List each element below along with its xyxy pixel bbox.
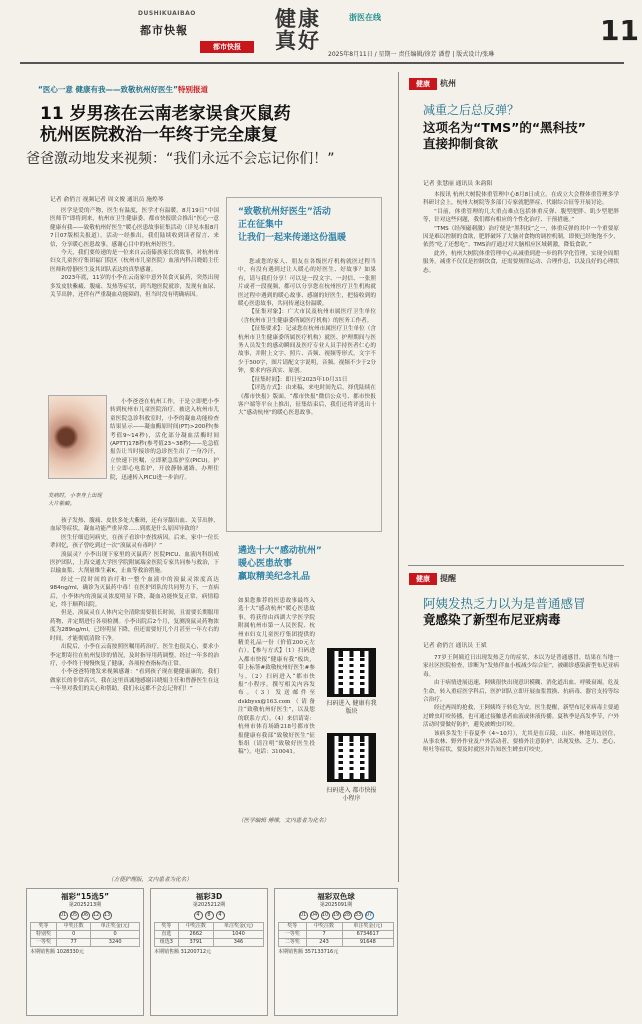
section-title: 健康真好 <box>275 7 321 53</box>
prize-title-line: 遴选十大“感动杭州” <box>238 546 322 556</box>
lottery-issue: 第2025091期 <box>319 902 353 908</box>
lottery-name: 福彩“15选5” <box>60 892 109 901</box>
paragraph: 但是，溴鼠灵在人体内完全清除需要很长时间，且需要长期服用药物，并定期进行各项检测。小李出院后2个月，复测溴鼠灵药物浓度为289ng/ml，已经明显下降，但还需要好几个月甚至一年左右的时间，才能彻底清除干净。 <box>50 610 219 642</box>
table-cell: 0 <box>57 931 91 939</box>
tag-text: 提醒 <box>440 574 456 583</box>
table-cell: 中奖注数 <box>178 923 213 931</box>
qr-code[interactable] <box>327 733 376 782</box>
table-cell: 0 <box>91 931 140 939</box>
paragraph: 出院后，小李在云南按照医嘱用药治疗，医生也很关心，要求小李定期寄往在杭州复诊的情况，及时指导用药调整。经过一年多的治疗，小李终于慢慢恢复了健康，各项检查指标均正常。 <box>50 644 219 667</box>
virus-byline: 记者 俞俏言 通讯员 王斌 <box>423 643 487 649</box>
paragraph: 经过一段时间的治疗和一整个血液中的溴鼠灵浓度高达984ng/ml，确诊为灭鼠药中毒！在医护团队的共同努力下，一直病后，小李体内的溴鼠灵浓度明显下降，凝血功能恢复正常，病情稳定，终于顺利出院。 <box>50 576 219 609</box>
table-cell: 3791 <box>178 939 213 947</box>
tms-headline-2: 直接抑制食欲 <box>423 136 499 151</box>
paragraph: “目前，体重管理的几大重点难点包括体重反弹、腹型肥胖、肌少型肥胖等，针对这些问题，我们都有相应的个性化治疗、干预措施。” <box>423 208 619 224</box>
section-tag <box>409 573 471 585</box>
lottery-ball: 10 <box>321 912 329 918</box>
paragraph: 小李爸爸特地发来视频感谢：“看到孩子现在健健康康的，我们做家长的非常高兴，我在这里真诚地感谢吕晓娟主任和曾静医生在这一年里对我们的关心和帮助，我们永远都不会忘记你们！” <box>50 669 219 693</box>
campaign-title-line: 让我们一起来传递这份温暖 <box>238 233 347 243</box>
table-cell: 单注奖金(元) <box>342 923 393 931</box>
lottery-panel <box>274 888 398 1016</box>
table-row <box>279 939 394 947</box>
table-cell: 346 <box>213 939 263 947</box>
table-row <box>31 931 140 939</box>
lottery-ball: 04 <box>310 912 318 918</box>
table-row <box>279 931 394 939</box>
main-body-wrap <box>110 398 219 516</box>
lottery-table <box>30 922 140 947</box>
section-rule <box>408 565 624 566</box>
lottery-name: 福彩3D <box>195 892 223 901</box>
slogan: “医心一意 健康有我——致敬杭州好医生”特别报道 <box>38 85 208 94</box>
lottery-ball: 33 <box>354 912 362 918</box>
lottery-ball-blue: 07 <box>365 912 373 918</box>
page-number: 11 <box>600 14 639 47</box>
tms-byline: 记者 张慧丽 通讯员 朱韵阳 <box>423 181 493 187</box>
prize-title <box>238 545 378 584</box>
paragraph: 【征集时间】：即日至2025年10月31日 <box>249 376 348 383</box>
masthead-en: DUSHIKUAIBAO <box>138 10 196 17</box>
campaign-title <box>238 206 378 245</box>
campaign-body <box>238 258 376 523</box>
table-cell: 一等奖 <box>31 939 57 947</box>
lottery-balls <box>275 911 397 920</box>
lottery-note: 本期销售额 1028330元 <box>30 949 84 955</box>
prize-body: 如果您推荐的医患故事最终入选十大“感动杭州”暖心医患故事，将获得由西湖大学医学院附属杭州市第一人民医院、杭州市妇女儿童医疗集团提供的精美礼品一份（价值200元左右）。【参与方式】（1）扫码进入都市快报“健康有我”板块，带上标签#致敬杭州好医生#参与。（2）扫码进入“都市快报”小程序，撰写相关内容发布。（3）发送邮件至dskbysx@163.com（请备注“致敬杭州好医生”，以及您的联系方式）。（4）来信请寄：杭州市体育场路218号都市快报健康有我部“致敬好医生”征集组（请注明“致敬好医生投稿”）。电话：310041。 <box>238 598 315 756</box>
paragraph: 孩子发热、腹痛、皮肤多处大紫斑，还有牙龈出血、关节出肿、血尿等症状，凝血功能严重异常……到底是什么原因导致的？ <box>50 518 219 533</box>
lottery-ball: 4 <box>194 911 203 920</box>
lottery-table <box>154 922 264 947</box>
table-cell: 一等奖 <box>279 931 307 939</box>
paragraph: 今天，我们要传递的是一位来自云南傣族家长的故事，对杭州市妇女儿童医疗集团福门院区（杭州市儿童医院）血液内科吕晓娟主任医师和曾静医生及其团队表达的真挚感谢。 <box>50 250 219 273</box>
table-cell: 中奖注数 <box>57 923 91 931</box>
lottery-issue: 第2025213期 <box>68 902 102 908</box>
table-cell: 二等奖 <box>279 939 307 947</box>
table-row <box>31 923 140 931</box>
table-cell: 奖等 <box>279 923 307 931</box>
campaign-title-line: “致敬杭州好医生”活动 <box>238 207 331 217</box>
paragraph: 【征集对象】：广大市民及杭州市属医疗卫生单位（含杭州市卫生健康委所属医疗机构）的医务工作者。 <box>238 309 376 324</box>
lottery-name: 福彩双色球 <box>317 892 355 901</box>
paragraph: 小李爸爸在杭州工作，于是立即把小李转到杭州市儿童医院治疗。被送入杭州市儿童医院急诊科救室时，小李的凝血功能检查结果显示——凝血酶原时间(PT)>200秒(参考值9~14秒)，活化部分凝血活酶时间(APTT)178秒(参考值23~38秒)——危急值报告让当时接诊的急诊医生出了一身冷汗，立快速下医嘱，立即紧急监护室(PICU)。护士立即心电监护，开放静脉通路，办理住院，迅速转入PICU进一步治疗。 <box>110 399 219 481</box>
qr-caption: 扫码进入 都市快报小程序 <box>326 787 377 802</box>
lottery-panel <box>26 888 144 1016</box>
paragraph: 您或您的家人、朋友在各级医疗机构就医过程当中，有没有遇到过让人暖心的好医生、好故事？如果有，请与我们分享！可以是一段文字、一封信、一张照片或者一段视频，都可以分享您在杭州医疗卫生机构就医过程中遇到的暖心故事、感谢的好医生，把接收到的暖心医患故事，共同传递这份温暖。 <box>238 259 376 308</box>
table-row <box>31 939 140 947</box>
paragraph: 此外，杭州大树院体重管理中心从减重到进一步的科学化管理，实现全周期服务。减重不仅仅是控制饮食，还需要规律运动、合理作息，以及良好的心理状态。 <box>423 250 619 274</box>
paragraph: 【评选方式】：由来稿，来电时间先后，择优陆续在《都市快报》版面、“都市快报”微信公众号、都市快报客户端等平台上推出，征集结束后，我们还将评选出十大“感动杭州”的暖心医患故事。 <box>238 385 376 417</box>
paragraph: 溴鼠灵？小李出现下家里的灭鼠药？医院PICU、血液内科组成医护团队，上海交通大学医学院附属瑞金医院专家共同参与救治，下以输血浆、大剂量维生素K，止血等救治措施。 <box>50 551 219 575</box>
table-cell: 直选 <box>155 931 179 939</box>
qr-code[interactable] <box>327 648 376 697</box>
tms-headline-1: 这项名为“TMS”的“黑科技” <box>423 120 586 135</box>
paragraph: 经过两周的抢救，王阿姨终于转危为安。医生提醒，新型布尼亚病毒主要通过蜱虫叮咬传播，也可通过接触患者血液或体液传播。夏秋季是高发季节，户外活动时要做好防护，避免被蜱虫叮咬。 <box>423 705 619 729</box>
lottery-panel <box>150 888 268 1016</box>
virus-body <box>423 654 619 1009</box>
patient-photo <box>48 395 107 479</box>
paragraph: 本报讯 杭州大树院体重管理中心8月8日成立。在成立大会暨体重管理多学科研讨会上，杭州大树院等多部门专家就肥胖症、代谢综合征等开展讨论。 <box>423 192 619 207</box>
zheyi-logo: 浙医在线 <box>349 13 381 22</box>
photo-caption: 发病时，小李身上出现大片紫癜。 <box>48 493 102 507</box>
lottery-ball: 13 <box>103 912 111 918</box>
table-cell: 91648 <box>342 939 393 947</box>
lottery-ball: 01 <box>59 912 67 918</box>
table-row <box>155 931 264 939</box>
column-divider <box>398 72 399 882</box>
tag-box: 健康 <box>409 573 437 585</box>
main-subhead: 爸爸激动地发来视频：“我们永远不会忘记你们！” <box>26 151 335 167</box>
paragraph: 由于病情进展迅速，阿姨很快出现意识模糊、消化道出血、呼吸衰竭，危及生命。转入重症医学科后，医护团队立即开展血浆置换、抗病毒、器官支持等综合治疗。 <box>423 680 619 704</box>
main-byline: 记者 俞俏言 视频记者 周文俊 通讯员 施煌琴 <box>50 197 164 203</box>
table-row <box>155 923 264 931</box>
prize-title-line: 赢取精美纪念礼品 <box>238 572 311 582</box>
lottery-balls <box>27 911 143 920</box>
main-body-bottom <box>50 517 219 872</box>
virus-headline-2: 竟感染了新型布尼亚病毒 <box>423 612 561 627</box>
table-row <box>155 939 264 947</box>
table-cell: 77 <box>57 939 91 947</box>
lottery-ball: 8 <box>205 911 214 920</box>
virus-headline-1: 阿姨发热乏力以为是普通感冒 <box>423 596 586 611</box>
tag-box: 健康 <box>409 78 437 90</box>
main-headline-2: 杭州医院救治一年终于完全康复 <box>40 125 278 145</box>
table-cell: 单注奖金(元) <box>213 923 263 931</box>
lottery-ball: 28 <box>343 912 351 918</box>
table-cell: 奖等 <box>155 923 179 931</box>
main-headline-1: 11 岁男孩在云南老家误食灭鼠药 <box>40 104 291 124</box>
tag-text: 杭州 <box>440 79 456 88</box>
paragraph: 2023年底，11岁的小李在云南家中意外误食灭鼠药，突然出现多发皮肤紫癜、腹痛、发热等症状，到当地医院就诊，发现有血尿、关节出肿，还伴有严重凝血功能障碍，但当时没有明确病因。 <box>50 275 219 299</box>
table-cell: 奖等 <box>31 923 57 931</box>
table-cell: 中奖注数 <box>306 923 342 931</box>
qr-caption: 扫码进入 健康有我版块 <box>326 700 377 715</box>
masthead-logo: 都市快報 <box>140 24 188 37</box>
paragraph: 【征集要求】：记录您在杭州市属医疗卫生单位（含杭州市卫生健康委所属医疗机构）就医、护理期间与医务人员发生的感动瞬间及医疗专业人员手持医者仁心的故事，并附上文字、照片、音频、视频等形式，文字不少于500字，图片请配文字说明，音频、视频不少于2分钟，要求内容真实、原创。 <box>238 326 376 375</box>
tms-kicker: 减重之后总反弹？ <box>423 103 520 117</box>
table-cell: 243 <box>306 939 342 947</box>
campaign-title-line: 正在征集中 <box>238 220 284 230</box>
paragraph: 医学是爱的产物，医生有温度，医学才有温暖。8月19日“中国医师节”即将到来，杭州市卫生健康委、都市快报联合推出“医心一意 健康有我——致敬杭州好医生”暖心医患故事征集活动（详见本报8月7日07版相关报道）。活动一经推出，我们陆续收到读者留言、来信，分享暖心医患故事，感谢心目中的杭州好医生。 <box>50 208 219 248</box>
section-tag <box>409 78 471 90</box>
paragraph: “TMS（经颅磁刺激）治疗便是“黑科技”之一，体重反弹的其中一个重要原因是难以控制的食欲，肥胖破坏了大脑对食物的调控机制，即便已经饱饱不少，依然“吃了还想吃”。TMS治疗通过对大脑相应区域刺激，降低食欲。” <box>423 225 619 249</box>
tms-body <box>423 191 619 561</box>
table-cell: 2662 <box>178 931 213 939</box>
lottery-balls <box>151 911 267 920</box>
paragraph: 该病多发生于春夏季（4~10月），尤其是在丘陵、山区、林地周边居住，从事农林、野外作业及户外活动者，要格外注意防护。出现发热、乏力、恶心、呕吐等症状，要及时就医并告知医生蜱虫叮咬史。 <box>423 730 619 754</box>
prize-title-line: 暖心医患故事 <box>238 559 293 569</box>
table-row <box>279 923 394 931</box>
table-cell: 3240 <box>91 939 140 947</box>
lottery-ball: 01 <box>299 912 307 918</box>
masthead-badge: 都市快报 <box>200 41 254 53</box>
left-signature: （方便护理版，文内患者为化名） <box>108 877 192 883</box>
lottery-ball: 06 <box>81 912 89 918</box>
table-cell: 6734617 <box>342 931 393 939</box>
middle-signature: （医学编辑 傅维，文内患者为化名） <box>238 818 330 824</box>
lottery-ball: 19 <box>332 912 340 918</box>
header-rule <box>20 62 624 64</box>
paragraph: 医生仔细追问病史，在孩子看诊中查找病因。后来，家中一位长辈回忆，孩子曾吃到过一次“溴鼠灵有毒吗？” <box>50 534 219 550</box>
table-cell: 特别奖 <box>31 931 57 939</box>
lottery-note: 本期销售额 357133716元 <box>278 949 339 955</box>
lottery-note: 本期销售额 31200712元 <box>154 949 212 955</box>
table-cell: 7 <box>306 931 342 939</box>
issue-line: 2025年8月11日 / 星期一 责任编辑/徐芳 潘曹 | 版式设计/张琳 <box>328 51 495 58</box>
table-cell: 1040 <box>213 931 263 939</box>
main-body-top <box>50 207 219 299</box>
lottery-table <box>278 922 394 947</box>
lottery-ball: 05 <box>70 912 78 918</box>
table-cell: 组选3 <box>155 939 179 947</box>
lottery-ball: 12 <box>92 912 100 918</box>
paragraph: 77岁王阿姨近日出现发热乏力的症状，本以为是普通感冒，结果在当地一家社区医院检查，诊断为“发热伴血小板减少综合征”，被确诊感染新型布尼亚病毒。 <box>423 655 619 678</box>
table-cell: 单注奖金(元) <box>91 923 140 931</box>
lottery-ball: 4 <box>216 911 225 920</box>
lottery-issue: 第2025212期 <box>192 902 226 908</box>
